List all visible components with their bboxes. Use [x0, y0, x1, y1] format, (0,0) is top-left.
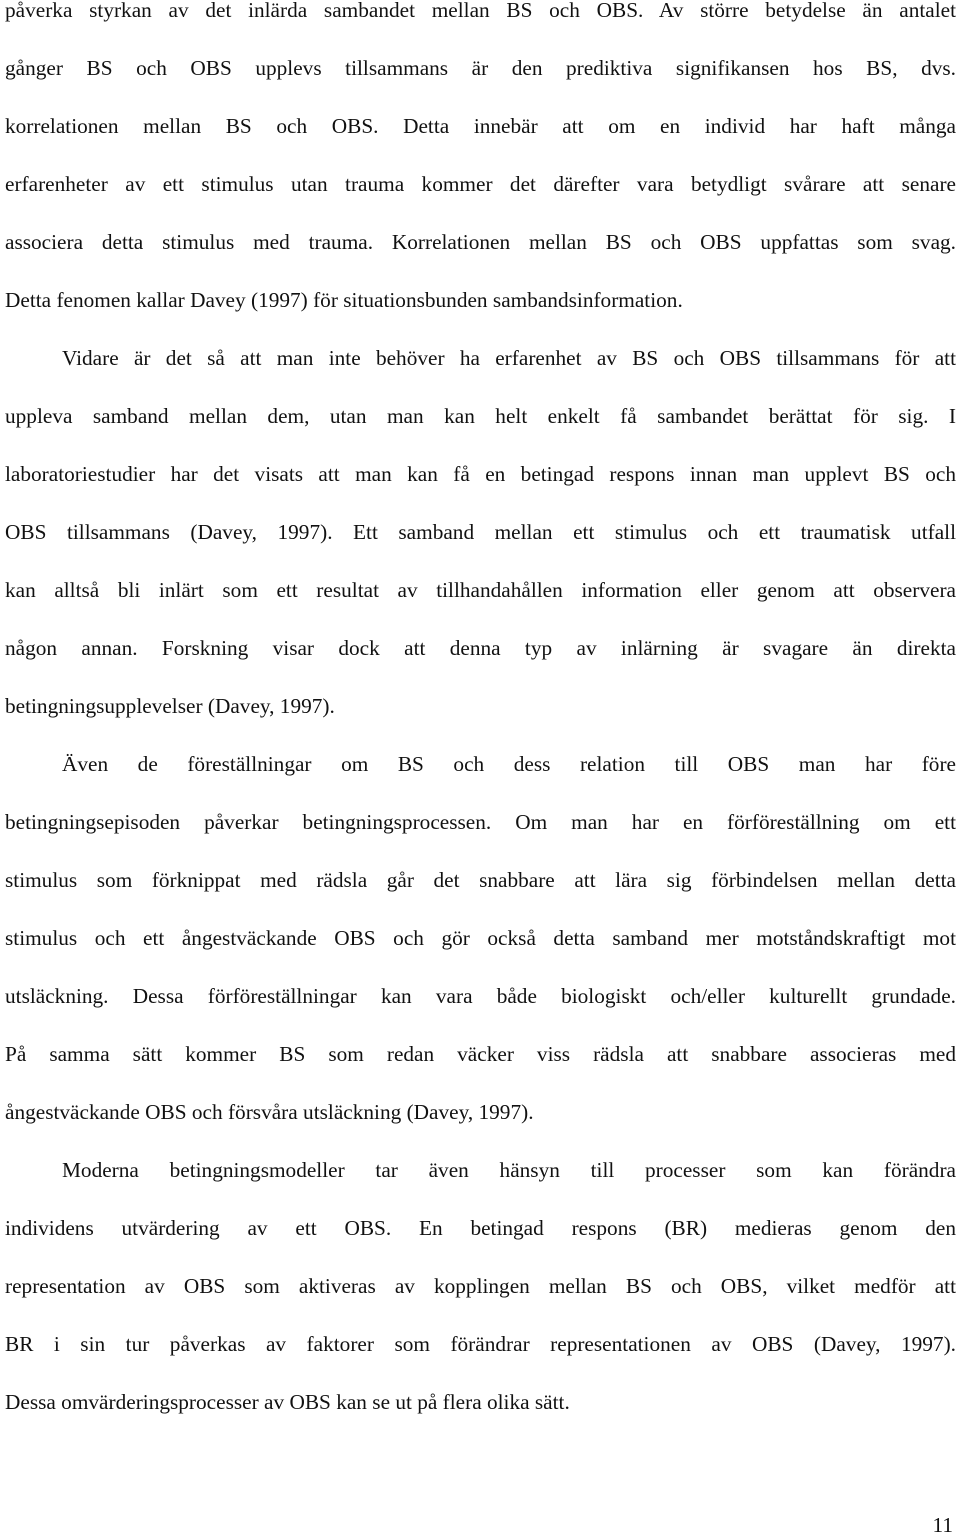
text-line: uppleva samband mellan dem, utan man kan helt enkelt få sambandet berättat för sig. I: [5, 404, 956, 428]
text-line: Även de föreställningar om BS och dess relation till OBS man har före: [62, 752, 956, 776]
text-line: OBS tillsammans (Davey, 1997). Ett samband mellan ett stimulus och ett traumatisk utfall: [5, 520, 956, 544]
text-line: någon annan. Forskning visar dock att denna typ av inlärning är svagare än direkta: [5, 636, 956, 660]
text-line: Detta fenomen kallar Davey (1997) för situationsbunden sambandsinformation.: [5, 288, 683, 312]
text-line: BR i sin tur påverkas av faktorer som förändrar representationen av OBS (Davey, 1997).: [5, 1332, 956, 1356]
text-line: utsläckning. Dessa förföreställningar kan vara både biologiskt och/eller kulturellt grundade.: [5, 984, 956, 1008]
text-line: ångestväckande OBS och försvåra utsläckning (Davey, 1997).: [5, 1100, 534, 1124]
text-line: påverka styrkan av det inlärda sambandet mellan BS och OBS. Av större betydelse än antalet: [5, 0, 956, 22]
text-line: representation av OBS som aktiveras av kopplingen mellan BS och OBS, vilket medför att: [5, 1274, 956, 1298]
text-line: Moderna betingningsmodeller tar även hänsyn till processer som kan förändra: [62, 1158, 956, 1182]
text-line: På samma sätt kommer BS som redan väcker viss rädsla att snabbare associeras med: [5, 1042, 956, 1066]
text-line: erfarenheter av ett stimulus utan trauma kommer det därefter vara betydligt svårare att senare: [5, 172, 956, 196]
text-line: stimulus som förknippat med rädsla går det snabbare att lära sig förbindelsen mellan detta: [5, 868, 956, 892]
text-line: stimulus och ett ångestväckande OBS och gör också detta samband mer motståndskraftigt mot: [5, 926, 956, 950]
text-line: gånger BS och OBS upplevs tillsammans är den prediktiva signifikansen hos BS, dvs.: [5, 56, 956, 80]
text-line: kan alltså bli inlärt som ett resultat av tillhandahållen information eller genom att observera: [5, 578, 956, 602]
text-line: Dessa omvärderingsprocesser av OBS kan se ut på flera olika sätt.: [5, 1390, 570, 1414]
text-line: laboratoriestudier har det visats att man kan få en betingad respons innan man upplevt BS och: [5, 462, 956, 486]
text-line: korrelationen mellan BS och OBS. Detta innebär att om en individ har haft många: [5, 114, 956, 138]
text-line: individens utvärdering av ett OBS. En betingad respons (BR) medieras genom den: [5, 1216, 956, 1240]
text-line: Vidare är det så att man inte behöver ha erfarenhet av BS och OBS tillsammans för att: [62, 346, 956, 370]
text-line: associera detta stimulus med trauma. Korrelationen mellan BS och OBS uppfattas som svag.: [5, 230, 956, 254]
text-line: betingningsepisoden påverkar betingningsprocessen. Om man har en förföreställning om ett: [5, 810, 956, 834]
page-number: 11: [932, 1513, 953, 1537]
text-line: betingningsupplevelser (Davey, 1997).: [5, 694, 335, 718]
